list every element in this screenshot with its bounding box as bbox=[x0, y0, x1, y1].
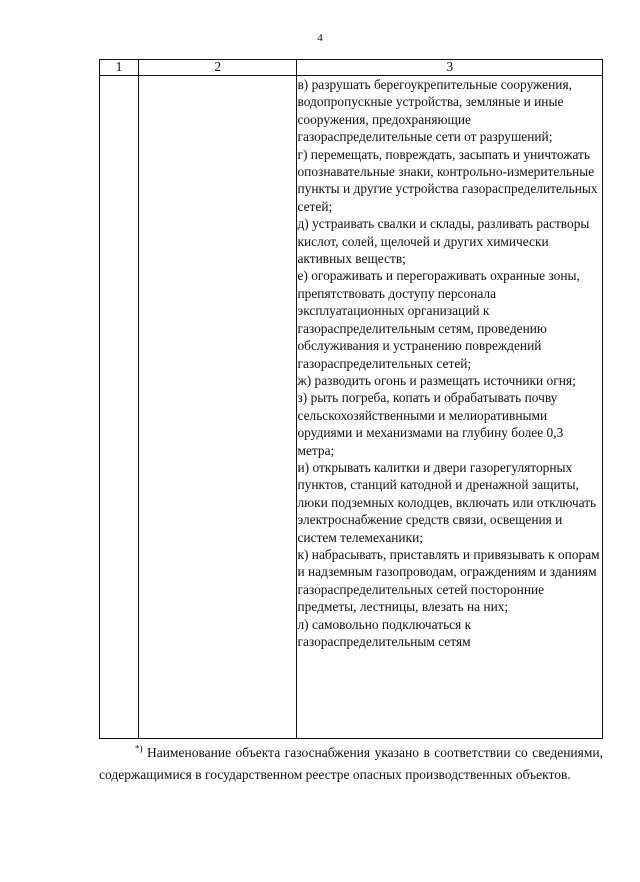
footnote-mark: *) bbox=[135, 743, 143, 754]
list-item-i: и) открывать калитки и двери газорегуляторных пунктов, станций катодной и дренажной защиты, люки подземных колодцев, включать или отключать электроснабжение средств связи, освещения и систем телемеханики; bbox=[297, 459, 597, 545]
list-item-v: в) разрушать берегоукрепительные сооружения, водопропускные устройства, земляные и иные сооружения, предохраняющие газораспределительные сети от разрушений; bbox=[297, 77, 572, 145]
page-number: 4 bbox=[317, 32, 323, 44]
content-table bbox=[99, 59, 603, 739]
list-item-l: л) самовольно подключаться к газораспределительным сетям bbox=[297, 616, 472, 649]
list-item-z: з) рыть погреба, копать и обрабатывать почву сельскохозяйственными и мелиоративными орудиями и механизмами на глубину более 0,3 метра; bbox=[297, 390, 564, 458]
list-item-zh: ж) разводить огонь и размещать источники огня; bbox=[297, 372, 576, 388]
column-header-1: 1 bbox=[100, 60, 139, 76]
list-item-k: к) набрасывать, приставлять и привязывать к опорам и надземным газопроводам, ограждениям и зданиям газораспределительных сетей посторонние предметы, лестницы, влезать на них; bbox=[297, 546, 600, 615]
column-header-3: 3 bbox=[297, 60, 603, 76]
table-row bbox=[100, 76, 603, 739]
table-cell-col2 bbox=[138, 76, 297, 739]
table-cell-col1 bbox=[100, 76, 139, 739]
list-item-g: г) перемещать, повреждать, засыпать и уничтожать опознавательные знаки, контрольно-измерительные пункты и другие устройства газораспределительных сетей; bbox=[297, 146, 598, 214]
footnote bbox=[99, 742, 603, 786]
table-header-row bbox=[100, 60, 603, 76]
footnote-text: Наименование объекта газоснабжения указано в соответствии со сведениями, содержащимися в государственном реестре опасных производственных объектов. bbox=[99, 745, 603, 782]
list-item-e: е) огораживать и перегораживать охранные зоны, препятствовать доступу персонала эксплуатационных организаций к газораспределительным сетям, проведению обслуживания и устранению повреждений газораспределительных сетей; bbox=[297, 268, 580, 371]
table-cell-col3 bbox=[297, 76, 603, 739]
column-header-2: 2 bbox=[138, 60, 297, 76]
list-item-d: д) устраивать свалки и склады, разливать растворы кислот, солей, щелочей и других химически активных веществ; bbox=[297, 216, 590, 267]
